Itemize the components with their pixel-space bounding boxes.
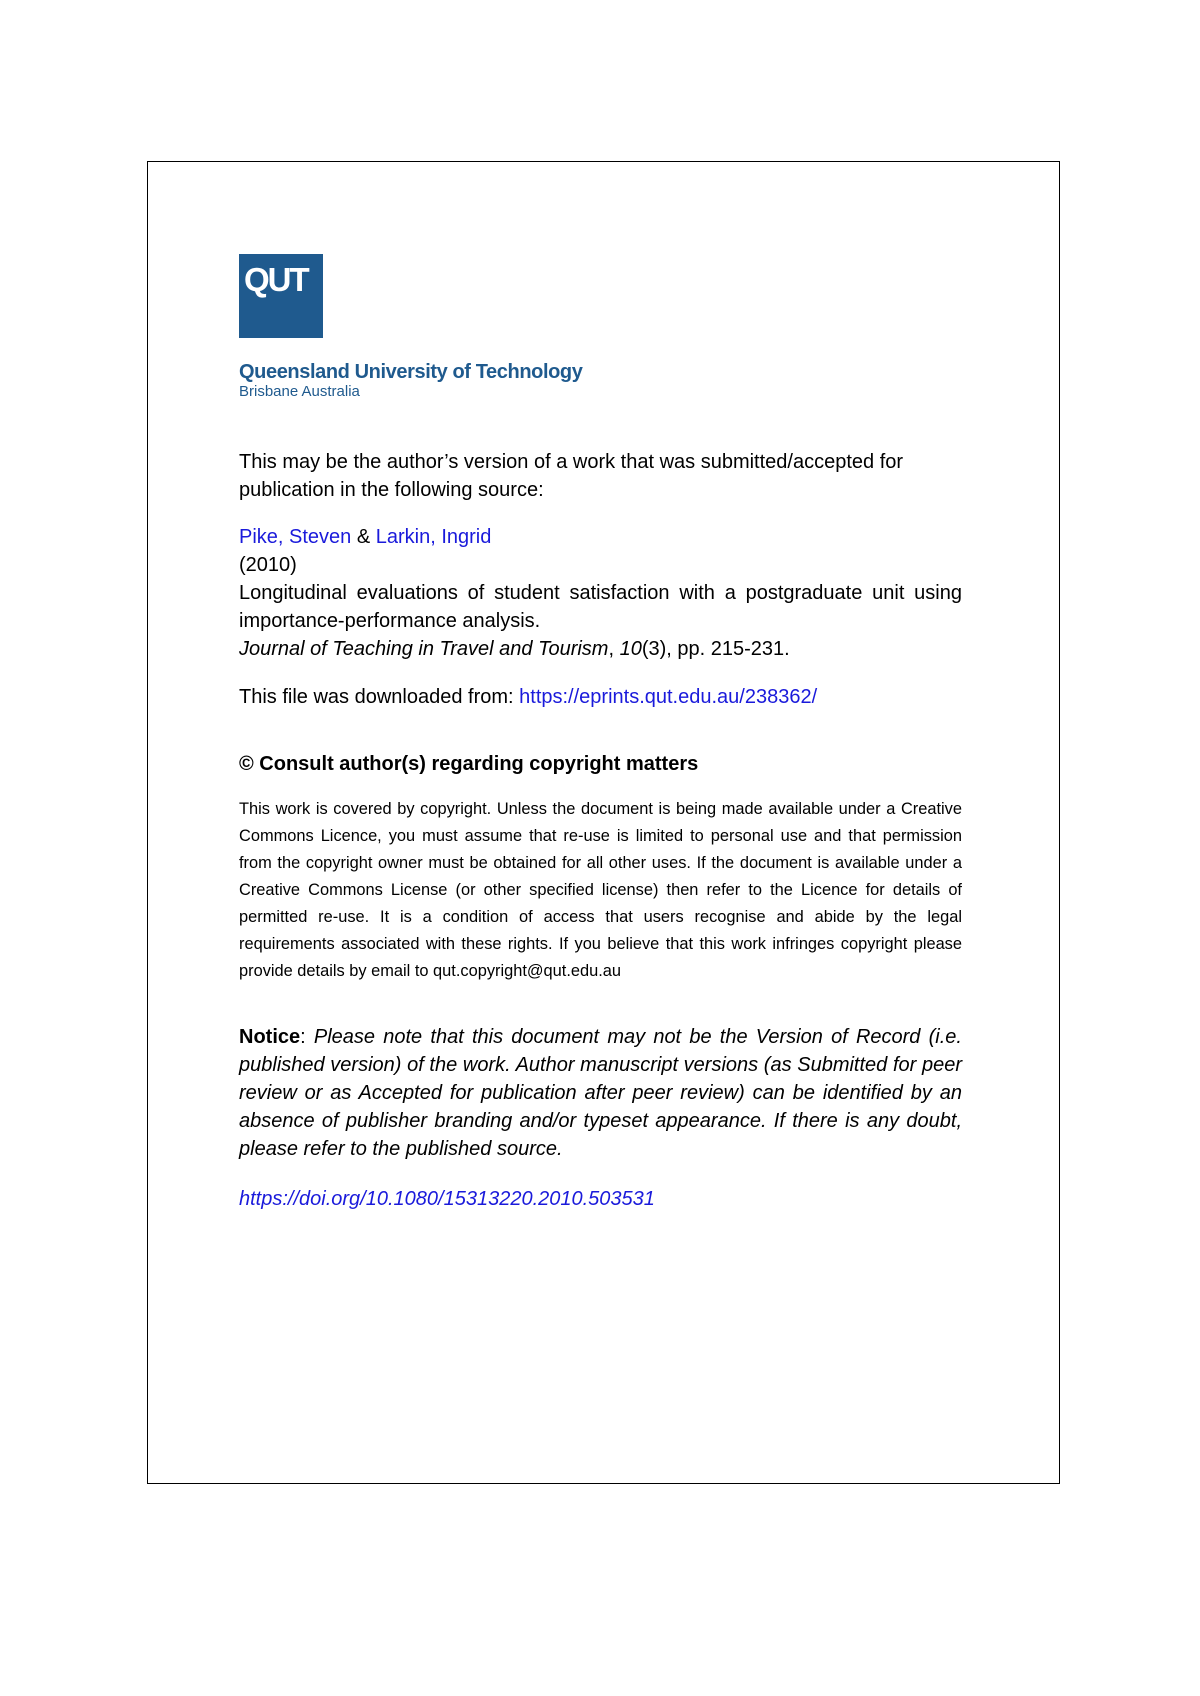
copyright-heading-text: Consult author(s) regarding copyright matters <box>253 753 699 775</box>
eprints-link[interactable]: https://eprints.qut.edu.au/238362/ <box>519 686 818 708</box>
copyright-body: This work is covered by copyright. Unless the document is being made available under a Creative Commons Licence, you must assume that re-use is limited to personal use and that permission from the copyright owner must be obtained for all other uses. If the document is available under a Creative Commons License (or other specified license) then refer to the Licence for details of permitted re-use. It is a condition of access that users recognise and abide by the legal requirements associated with these rights. If you believe that this work infringes copyright please provide details by email to qut.copyright@qut.edu.au <box>239 800 962 980</box>
institution-place: Brisbane Australia <box>239 383 360 400</box>
journal-name: Journal of Teaching in Travel and Tourism <box>239 638 609 660</box>
citation-year: (2010) <box>239 554 297 576</box>
download-source <box>239 683 962 711</box>
doi-link[interactable]: https://doi.org/10.1080/15313220.2010.503531 <box>239 1188 655 1210</box>
copyright-heading <box>239 750 962 778</box>
journal-separator: , <box>608 638 620 660</box>
author-separator: & <box>351 526 376 548</box>
download-label: This file was downloaded from: <box>239 686 520 708</box>
citation-authors <box>239 523 962 551</box>
qut-logo <box>239 254 323 338</box>
citation-title: Longitudinal evaluations of student satisfaction with a postgraduate unit using importance-performance analysis. <box>239 582 962 632</box>
author-link-pike[interactable]: Pike, Steven <box>239 526 352 548</box>
notice-label: Notice <box>239 1026 301 1048</box>
notice-colon: : <box>300 1026 314 1048</box>
journal-volume: 10 <box>619 638 642 660</box>
qut-logo-text: QUT <box>244 261 308 298</box>
journal-issue-pages: (3), pp. 215-231. <box>641 638 790 660</box>
copyright-icon: © <box>239 753 254 775</box>
author-link-larkin[interactable]: Larkin, Ingrid <box>375 526 492 548</box>
intro-statement: This may be the author’s version of a work that was submitted/accepted for publication in the following source: <box>239 451 904 501</box>
notice <box>239 1023 962 1163</box>
citation-source <box>239 635 962 663</box>
notice-text: Please note that this document may not be the Version of Record (i.e. published version) of the work. Author manuscript versions (as Submitted for peer review or as Accepted for publication after peer review) can be identified by an absence of publisher branding and/or typeset appearance. If there is any doubt, please refer to the published source. <box>239 1026 962 1160</box>
cover-sheet <box>239 254 962 1213</box>
institution-name: Queensland University of Technology <box>239 361 583 383</box>
citation <box>239 523 962 663</box>
